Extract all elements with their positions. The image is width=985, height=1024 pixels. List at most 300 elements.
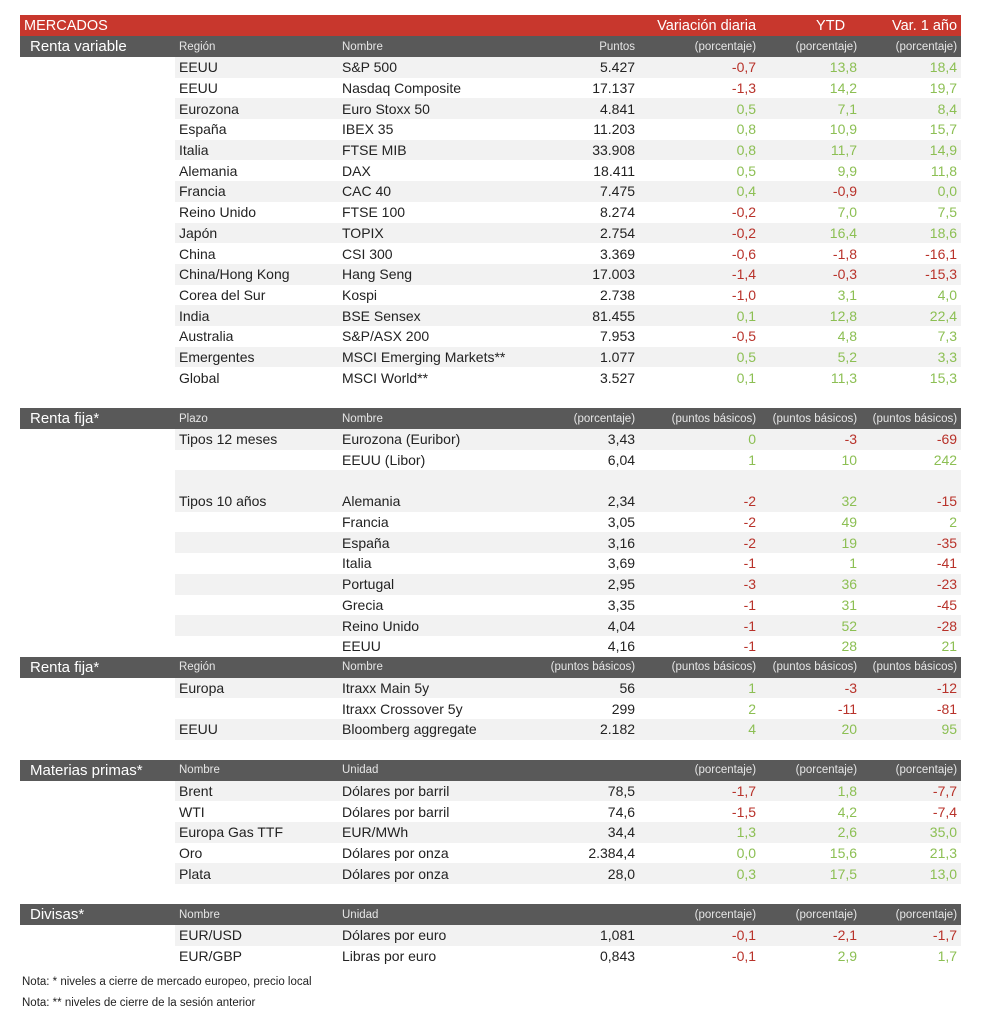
ytd-cell: 2,9 [837,948,858,965]
row-indent [20,491,175,512]
ytd-cell: -3 [760,429,861,450]
renta_fija_credito-header [20,657,961,678]
name-cell: S&P 500 [338,57,538,78]
table-row [20,801,961,822]
name-cell: Nasdaq Composite [342,80,462,97]
annual-change-cell: 4,0 [937,286,958,303]
column-header: Región [175,657,338,678]
name-cell: S&P/ASX 200 [342,328,430,345]
value-cell: 4,04 [538,615,639,636]
annual-change-cell: -81 [936,700,958,717]
value-cell: 2,95 [538,574,639,595]
region-cell: EEUU [175,719,338,740]
row-indent [20,843,175,864]
value-cell: 74,6 [607,803,636,820]
row-indent [20,119,175,140]
region-cell: Tipos 10 años [175,491,338,512]
daily-change-cell: 0,8 [736,121,757,138]
annual-change-cell: 22,4 [861,305,961,326]
ytd-cell: 28 [841,638,858,655]
value-cell: 17.003 [538,264,639,285]
section-label: Renta fija* [20,408,175,429]
row-indent [20,946,175,967]
value-cell: 56 [538,678,639,699]
table-row [20,429,961,450]
materias_primas-header [20,760,961,781]
daily-change-cell: 1 [748,452,757,469]
table-row [20,863,961,884]
title-bar [20,15,961,36]
region-cell: Australia [179,328,234,345]
table-row [20,367,961,388]
region-cell: Japón [175,223,338,244]
row-indent [20,678,175,699]
daily-change-cell: -0,2 [731,204,757,221]
daily-change-cell: -2 [639,532,760,553]
name-cell: Eurozona (Euribor) [338,429,538,450]
annual-change-cell: 14,9 [861,140,961,161]
column-header: Nombre [175,760,338,781]
annual-change-cell: -15,3 [861,264,961,285]
row-indent [20,429,175,450]
annual-change-cell: 95 [861,719,961,740]
annual-change-cell: 15,7 [929,121,958,138]
daily-change-cell: -1 [743,596,757,613]
section-gap [20,740,961,760]
ytd-cell: -11 [837,700,858,717]
table-row [20,326,961,347]
region-cell: EUR/GBP [179,948,243,965]
ytd-cell: 11,7 [760,140,861,161]
value-cell: 3.369 [600,245,636,262]
table-row [20,98,961,119]
region-cell: China [179,245,216,262]
annual-change-cell: 21 [941,638,958,655]
variacion-diaria-header: Variación diaria [639,15,760,36]
ytd-cell: 15,6 [829,845,858,862]
row-indent [20,574,175,595]
region-cell [175,512,338,533]
column-header: (puntos básicos) [861,408,961,429]
table-row [20,347,961,368]
name-cell: Francia [342,514,389,531]
mercados-title: MERCADOS [20,15,639,36]
spacer-row [20,470,961,491]
name-cell: IBEX 35 [342,121,394,138]
daily-change-cell: 0,1 [639,305,760,326]
name-cell: Dólares por barril [338,781,538,802]
ytd-cell: 20 [760,719,861,740]
ytd-cell: 7,0 [837,204,858,221]
region-cell [175,450,338,471]
ytd-cell: 32 [760,491,861,512]
divisas-header [20,904,961,925]
annual-change-cell: 19,7 [929,80,958,97]
table-row [20,512,961,533]
table-row [20,698,961,719]
row-indent [20,719,175,740]
ytd-cell: -0,9 [760,181,861,202]
name-cell: EEUU [342,638,381,655]
daily-change-cell: -0,1 [731,948,757,965]
annual-change-cell: 11,8 [930,162,958,179]
daily-change-cell: -0,7 [639,57,760,78]
annual-change-cell: -7,4 [932,803,958,820]
value-cell: 5.427 [538,57,639,78]
annual-change-cell: -12 [861,678,961,699]
name-cell: Dólares por barril [342,803,450,820]
ytd-cell: 36 [760,574,861,595]
name-cell: Kospi [342,286,378,303]
value-cell: 11.203 [593,121,636,138]
region-cell: EUR/USD [175,925,338,946]
region-cell: Tipos 12 meses [175,429,338,450]
ytd-cell: 7,1 [760,98,861,119]
row-indent [20,78,175,99]
table-row [20,223,961,244]
value-cell: 299 [611,700,636,717]
row-indent [20,285,175,306]
column-header: (porcentaje) [861,904,961,925]
region-cell: Europa Gas TTF [175,822,338,843]
section-label: Materias primas* [20,760,175,781]
value-cell: 7.953 [600,328,636,345]
region-cell: EEUU [175,57,338,78]
daily-change-cell: -1,3 [731,80,757,97]
ytd-cell: -3 [760,678,861,699]
region-cell: Global [179,369,220,386]
value-cell: 1.077 [538,347,639,368]
daily-change-cell: -1 [743,555,757,572]
table-row [20,160,961,181]
column-header: Nombre [338,657,538,678]
section-gap [20,884,961,904]
daily-change-cell: 2 [748,700,757,717]
region-cell [175,636,338,657]
annual-change-cell: -1,7 [861,925,961,946]
column-header [538,904,639,925]
value-cell: 18.411 [593,162,636,179]
annual-change-cell: -28 [861,615,961,636]
annual-change-cell: 0,0 [861,181,961,202]
table-row [20,202,961,223]
daily-change-cell: -1 [743,638,757,655]
region-cell: WTI [179,803,205,820]
markets-table [20,15,961,966]
annual-change-cell: -15 [861,491,961,512]
name-cell: España [338,532,538,553]
daily-change-cell: -0,6 [731,245,757,262]
daily-change-cell: -1 [639,615,760,636]
region-cell: Alemania [179,162,238,179]
name-cell: FTSE 100 [342,204,406,221]
table-row [20,781,961,802]
ytd-cell: 10 [841,452,858,469]
value-cell: 3,05 [607,514,636,531]
table-row [20,678,961,699]
table-row [20,491,961,512]
row-indent [20,781,175,802]
value-cell: 8.274 [600,204,636,221]
name-cell: Portugal [338,574,538,595]
row-indent [20,57,175,78]
region-cell: India [175,305,338,326]
ytd-cell: 3,1 [837,286,858,303]
column-header: Unidad [338,904,538,925]
region-cell: Plata [175,863,338,884]
column-header: (porcentaje) [861,36,961,57]
annual-change-cell: -45 [936,596,958,613]
value-cell: 0,843 [600,948,636,965]
ytd-cell: 1,8 [760,781,861,802]
annual-change-cell: -41 [936,555,958,572]
column-header: (puntos básicos) [639,657,760,678]
section-label: Divisas* [20,904,175,925]
daily-change-cell: 1 [639,678,760,699]
column-header: Plazo [175,408,338,429]
annual-change-cell: 8,4 [861,98,961,119]
daily-change-cell: 4 [639,719,760,740]
name-cell: Libras por euro [342,948,437,965]
region-cell [175,698,338,719]
column-header: (porcentaje) [538,408,639,429]
value-cell: 3,16 [538,532,639,553]
table-row [20,615,961,636]
name-cell: CSI 300 [342,245,393,262]
ytd-cell: 4,2 [837,803,858,820]
daily-change-cell: -2 [743,514,757,531]
ytd-cell: 1 [849,555,858,572]
name-cell: Dólares por euro [338,925,538,946]
value-cell: 33.908 [538,140,639,161]
column-header: (porcentaje) [760,904,861,925]
name-cell: Alemania [338,491,538,512]
name-cell: Bloomberg aggregate [338,719,538,740]
table-row [20,946,961,967]
annual-change-cell: 7,3 [937,328,958,345]
daily-change-cell: -0,2 [639,223,760,244]
name-cell: TOPIX [338,223,538,244]
table-row [20,78,961,99]
table-row [20,305,961,326]
daily-change-cell: -0,5 [731,328,757,345]
table-row [20,822,961,843]
name-cell: CAC 40 [338,181,538,202]
region-cell: España [179,121,227,138]
table-row [20,574,961,595]
row-indent [20,801,175,822]
row-indent [20,305,175,326]
value-cell: 78,5 [538,781,639,802]
table-row [20,719,961,740]
name-cell: Hang Seng [338,264,538,285]
column-header: (porcentaje) [639,904,760,925]
value-cell: 17.137 [592,80,636,97]
ytd-cell: -0,3 [760,264,861,285]
name-cell: BSE Sensex [338,305,538,326]
region-cell: Corea del Sur [179,286,266,303]
daily-change-cell: -3 [639,574,760,595]
ytd-cell: 49 [841,514,858,531]
ytd-cell: 4,8 [837,328,858,345]
column-header: (porcentaje) [760,36,861,57]
column-header: (puntos básicos) [639,408,760,429]
row-indent [20,553,175,574]
row-indent [20,863,175,884]
ytd-cell: -1,8 [832,245,858,262]
value-cell: 3.527 [600,369,636,386]
column-header: Unidad [338,760,538,781]
renta_variable-header [20,36,961,57]
daily-change-cell: 0,1 [736,369,757,386]
annual-change-cell: 18,4 [861,57,961,78]
region-cell [175,553,338,574]
daily-change-cell: -1,4 [639,264,760,285]
name-cell: FTSE MIB [338,140,538,161]
table-row [20,532,961,553]
daily-change-cell: -2 [639,491,760,512]
renta_fija_tipos-header [20,408,961,429]
annual-change-cell: -16,1 [925,245,958,262]
row-indent [20,595,175,616]
name-cell: Dólares por onza [342,845,449,862]
ytd-cell: 16,4 [760,223,861,244]
region-cell: Francia [175,181,338,202]
annual-change-cell: 3,3 [861,347,961,368]
table-row [20,181,961,202]
row-indent [20,202,175,223]
region-cell: EEUU [179,80,218,97]
name-cell: Dólares por onza [338,863,538,884]
value-cell: 4,16 [607,638,636,655]
ytd-cell: 52 [760,615,861,636]
var-anual-header: Var. 1 año [861,15,961,36]
row-indent [20,98,175,119]
notes [20,972,961,1014]
row-indent [20,925,175,946]
value-cell: 7.475 [538,181,639,202]
daily-change-cell: 0,5 [639,98,760,119]
daily-change-cell: 0 [639,429,760,450]
table-row [20,925,961,946]
ytd-cell: 14,2 [829,80,858,97]
table-row [20,450,961,471]
column-header: (puntos básicos) [538,657,639,678]
daily-change-cell: -1,0 [731,286,757,303]
ytd-cell: 2,6 [760,822,861,843]
region-cell [175,532,338,553]
column-header: (puntos básicos) [760,408,861,429]
row-indent [20,822,175,843]
value-cell: 3,43 [538,429,639,450]
value-cell: 1,081 [538,925,639,946]
table-row [20,243,961,264]
row-indent [20,512,175,533]
annual-change-cell: 7,5 [937,204,958,221]
row-indent [20,223,175,244]
ytd-cell: 19 [760,532,861,553]
row-indent [20,326,175,347]
annual-change-cell: -7,7 [861,781,961,802]
ytd-cell: 31 [841,596,858,613]
region-cell: Emergentes [175,347,338,368]
daily-change-cell: 0,4 [639,181,760,202]
value-cell: 2.182 [538,719,639,740]
note-1: Nota: * niveles a cierre de mercado europeo, precio local [22,976,312,989]
region-cell: Eurozona [175,98,338,119]
column-header: (porcentaje) [639,760,760,781]
table-row [20,636,961,657]
row-indent [20,160,175,181]
annual-change-cell: 15,3 [929,369,958,386]
note-2: Nota: ** niveles de cierre de la sesión anterior [22,997,256,1010]
annual-change-cell: 18,6 [861,223,961,244]
table-row [20,843,961,864]
row-indent [20,698,175,719]
ytd-cell: 17,5 [760,863,861,884]
row-indent [20,181,175,202]
column-header: Región [175,36,338,57]
ytd-cell: 10,9 [829,121,858,138]
name-cell: Itraxx Crossover 5y [342,700,463,717]
row-indent [20,243,175,264]
column-header: (puntos básicos) [861,657,961,678]
daily-change-cell: 0,5 [639,347,760,368]
annual-change-cell: -23 [861,574,961,595]
value-cell: 4.841 [538,98,639,119]
region-cell: Europa [175,678,338,699]
annual-change-cell: 1,7 [937,948,958,965]
region-cell: China/Hong Kong [175,264,338,285]
name-cell: MSCI World** [342,369,429,386]
name-cell: EUR/MWh [338,822,538,843]
row-indent [20,140,175,161]
ytd-cell: 5,2 [760,347,861,368]
name-cell: Grecia [342,596,384,613]
region-cell: Reino Unido [179,204,257,221]
value-cell: 3,69 [607,555,636,572]
value-cell: 2.754 [538,223,639,244]
table-row [20,140,961,161]
column-header: (puntos básicos) [760,657,861,678]
row-indent [20,347,175,368]
row-indent [20,615,175,636]
annual-change-cell: 242 [933,452,958,469]
row-indent [20,264,175,285]
value-cell: 2.738 [600,286,636,303]
name-cell: MSCI Emerging Markets** [338,347,538,368]
table-row [20,119,961,140]
name-cell: EEUU (Libor) [342,452,426,469]
table-row [20,553,961,574]
column-header: (porcentaje) [639,36,760,57]
section-label: Renta variable [20,36,175,57]
region-cell: Italia [175,140,338,161]
column-header: Puntos [538,36,639,57]
daily-change-cell: 0,5 [736,162,757,179]
column-header: (porcentaje) [760,760,861,781]
table-row [20,285,961,306]
region-cell: Oro [179,845,203,862]
daily-change-cell: 0,8 [639,140,760,161]
value-cell: 3,35 [607,596,636,613]
daily-change-cell: 0,3 [639,863,760,884]
column-header: Nombre [338,408,538,429]
ytd-cell: 11,3 [830,369,858,386]
row-indent [20,367,175,388]
value-cell: 2,34 [538,491,639,512]
name-cell: Euro Stoxx 50 [338,98,538,119]
